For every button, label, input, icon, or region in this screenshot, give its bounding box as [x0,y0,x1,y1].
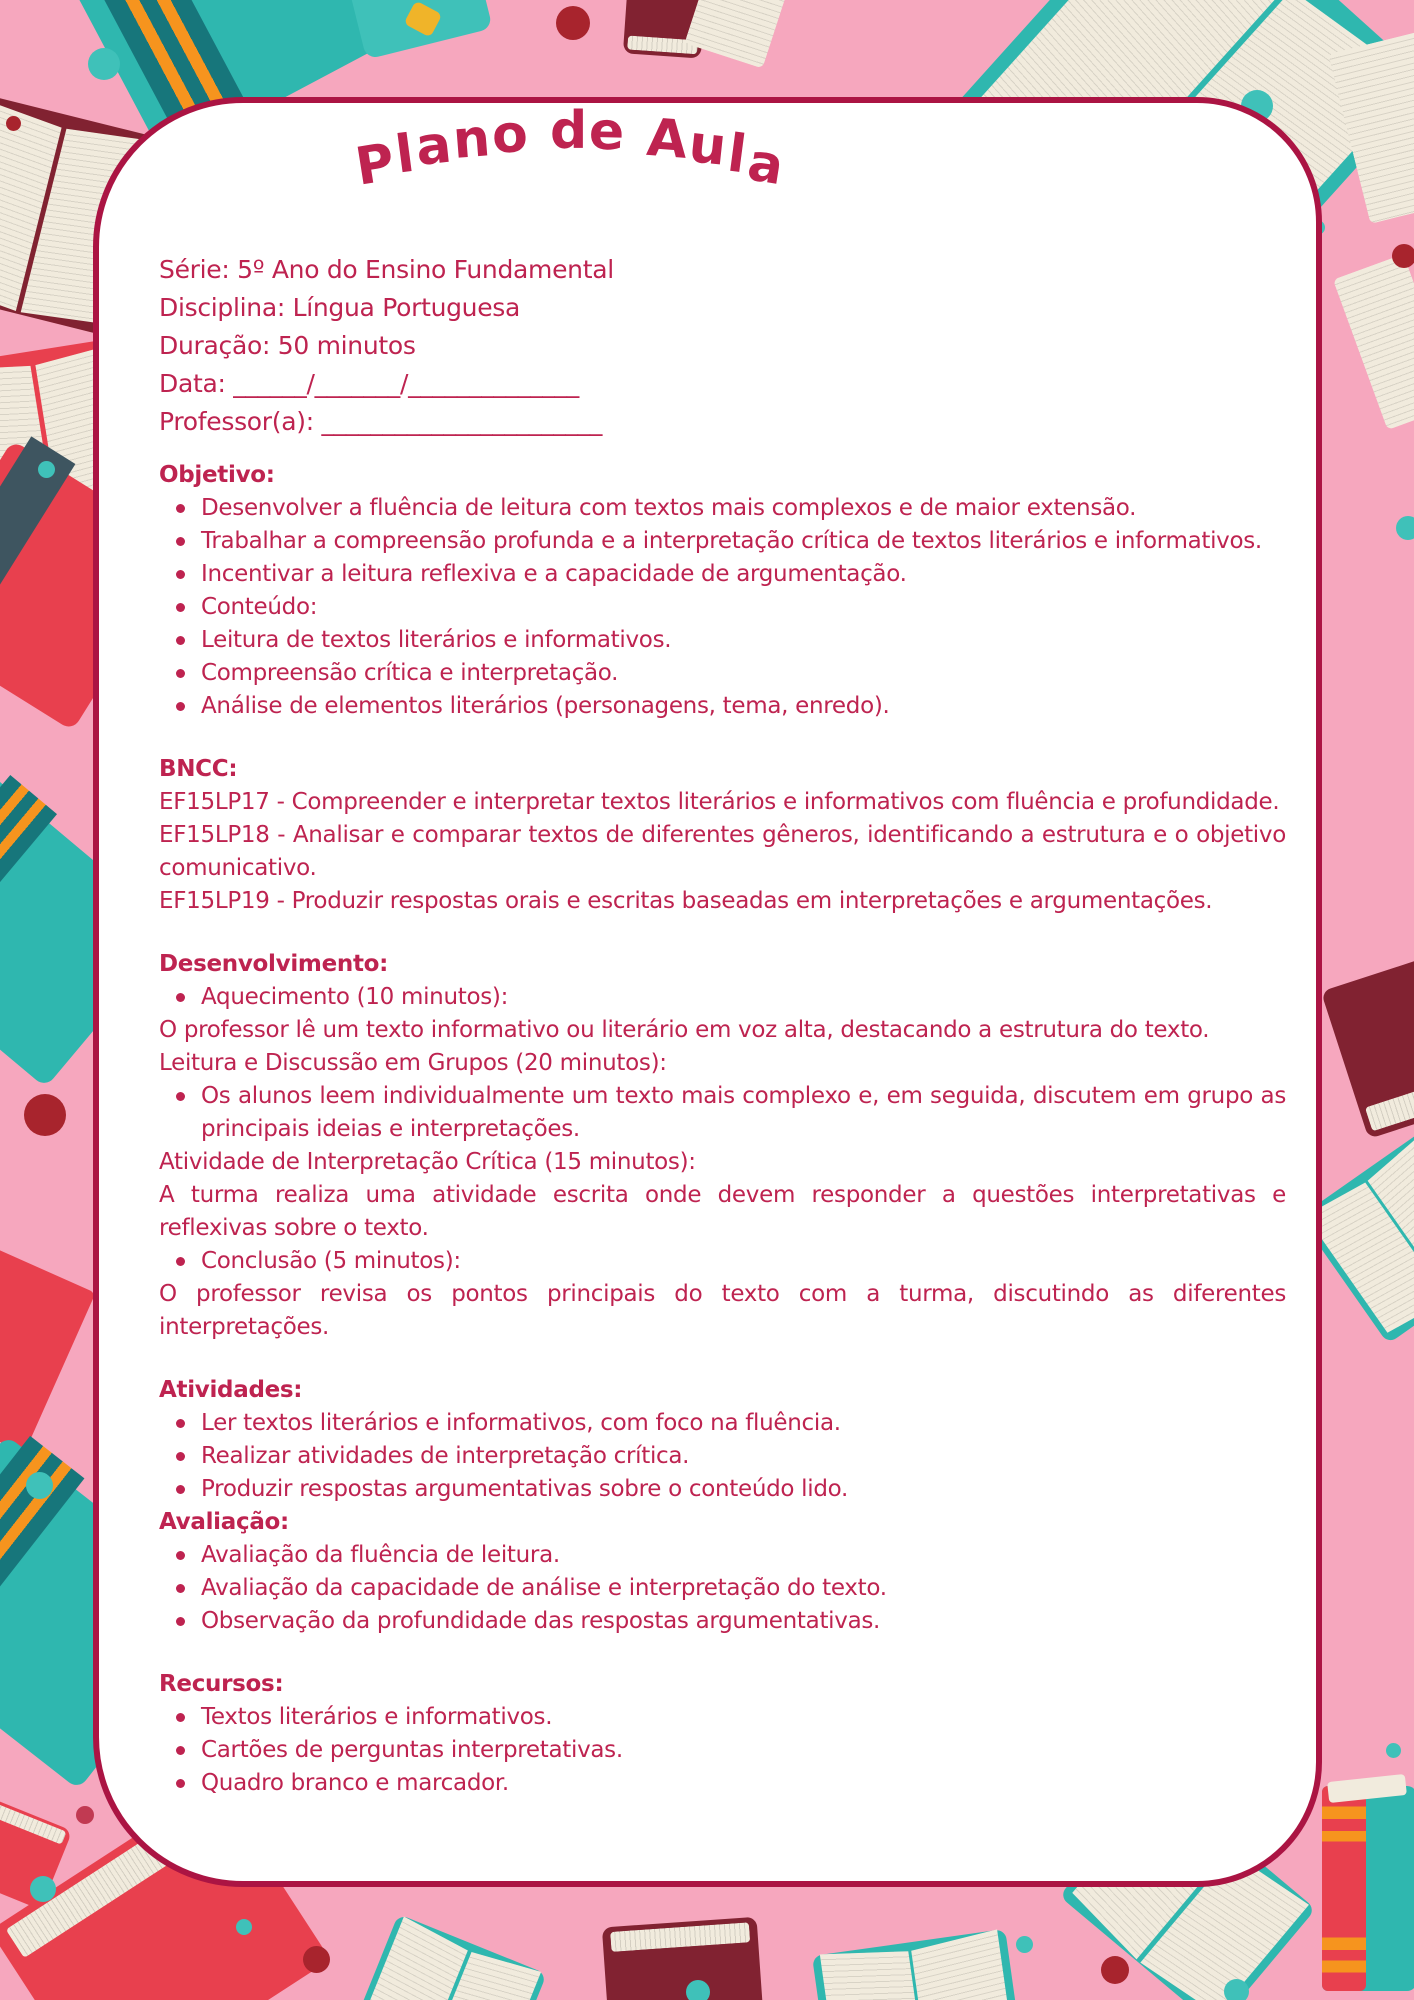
dot-decoration [556,6,590,40]
bullet-dot [176,1584,185,1593]
bullet-item [159,1572,1286,1605]
item-text: Produzir respostas argumentativas sobre o conteúdo lido. [201,1476,849,1502]
section-bncc [159,753,1286,918]
bullet-item [159,1407,1286,1440]
bullet-item [159,492,1286,525]
item-text: Conclusão (5 minutos): [201,1248,461,1274]
bullet-item [159,1701,1286,1734]
item-text: O professor lê um texto informativo ou literário em voz alta, destacando a estrutura do texto. [159,1017,1210,1043]
bullet-dot [176,669,185,678]
bullet-item [159,1440,1286,1473]
page-title-text [351,101,790,198]
section-heading: Recursos: [159,1671,284,1697]
header-info [159,251,1286,441]
item-text: Desenvolver a fluência de leitura com textos mais complexos e de maior extensão. [201,495,1137,521]
item-text: EF15LP17 - Compreender e interpretar textos literários e informativos com fluência e profundidade. [159,789,1280,815]
item-text: Atividade de Interpretação Crítica (15 minutos): [159,1149,696,1175]
bullet-dot [176,603,185,612]
item-text: Trabalhar a compreensão profunda e a interpretação crítica de textos literários e informativos. [201,528,1262,554]
duration-line: Duração: 50 minutos [159,331,416,360]
item-text: Avaliação da fluência de leitura. [201,1542,560,1568]
title-letter: d [550,101,590,161]
title-letter: l [724,123,752,186]
section-objetivo [159,459,1286,723]
bullet-item [159,981,1286,1014]
book-pages [0,1800,67,1845]
bullet-dot [176,1551,185,1560]
paragraph-item [159,1146,1286,1179]
dot-decoration [1016,1936,1033,1953]
bullet-item [159,690,1286,723]
item-text: Conteúdo: [201,594,318,620]
item-text: Incentivar a leitura reflexiva e a capacidade de argumentação. [201,561,907,587]
dot-decoration [76,1806,94,1824]
title-letter: e [588,101,628,163]
title-letter: P [351,132,401,198]
dot-decoration [24,1094,66,1136]
item-text: Cartões de perguntas interpretativas. [201,1737,623,1763]
bullet-dot [176,636,185,645]
item-text: Análise de elementos literários (personagens, tema, enredo). [201,693,890,719]
title-letter [529,102,551,163]
bullet-dot [176,1257,185,1266]
bullet-item [159,1767,1286,1800]
section-heading: Avaliação: [159,1509,289,1535]
dot-decoration [686,1980,710,2000]
bullet-item [159,657,1286,690]
book-icon [1321,956,1414,1139]
paragraph-item [159,819,1286,885]
bullet-dot [176,1779,185,1788]
bullet-item [159,1605,1286,1638]
bullet-item [159,1080,1286,1146]
item-text: O professor revisa os pontos principais do texto com a turma, discutindo as diferentes interpretações. [159,1281,1286,1340]
date-line: Data: ______/_______/______________ [159,369,579,398]
item-text: EF15LP19 - Produzir respostas orais e escritas baseadas em interpretações e argumentações. [159,888,1213,914]
lesson-plan-card [93,97,1322,1887]
book-pages [1365,1076,1414,1132]
book-spine [1322,1786,1366,1991]
open-book-pages-icon [1333,254,1414,430]
book-spine [0,775,58,990]
bullet-dot [176,1617,185,1626]
item-text: Realizar atividades de interpretação crítica. [201,1443,690,1469]
title-letter: n [450,108,495,171]
grade-line: Série: 5º Ano do Ensino Fundamental [159,255,614,284]
bullet-item [159,624,1286,657]
book-page-left [820,1951,921,2000]
item-text: Textos literários e informativos. [201,1704,553,1730]
page-title [7,101,1134,231]
bullet-dot [176,1092,185,1101]
dot-decoration [303,1946,330,1973]
title-letter: u [685,114,731,178]
item-text: Observação da profundidade das respostas argumentativas. [201,1608,881,1634]
sections [159,459,1286,1800]
bullet-dot [176,702,185,711]
item-text: A turma realiza uma atividade escrita onde devem responder a questões interpretativas e reflexivas sobre o texto. [159,1182,1286,1241]
bullet-dot [176,1713,185,1722]
item-text: Os alunos leem individualmente um texto mais complexo e, em seguida, discutem em grupo as principais ideias e interpretações. [201,1083,1286,1142]
section-heading: Desenvolvimento: [159,951,389,977]
dot-decoration [6,116,21,131]
item-text: Ler textos literários e informativos, com foco na fluência. [201,1410,841,1436]
bullet-item [159,525,1286,558]
dot-decoration [1396,516,1414,540]
dot-decoration [1224,1979,1249,2000]
section-desenvolvimento [159,948,1286,1344]
book-page-left [366,1917,468,2000]
title-letter: A [644,107,692,172]
title-letter: a [413,114,457,178]
section-heading: BNCC: [159,756,238,782]
open-book-pages-icon [684,0,789,69]
dot-decoration [38,461,55,478]
bookmark-icon [0,1246,96,1453]
dot-decoration [1101,1956,1129,1984]
item-text: Avaliação da capacidade de análise e interpretação do texto. [201,1575,887,1601]
paragraph-item [159,885,1286,918]
bullet-item [159,591,1286,624]
section-avaliacao [159,1506,1286,1638]
book-icon [1322,1786,1414,1991]
bullet-item [159,1734,1286,1767]
paragraph-item [159,1278,1286,1344]
item-text: Leitura e Discussão em Grupos (20 minutos): [159,1050,667,1076]
item-text: EF15LP18 - Analisar e comparar textos de diferentes gêneros, identificando a estrutura e o objetivo comunicativo. [159,822,1286,881]
book-pages [1327,1774,1407,1803]
open-book-icon [357,1914,547,2000]
title-letter: o [490,103,532,166]
title-letter: a [743,132,790,198]
open-book-icon [812,1929,1019,2000]
bullet-item [159,1473,1286,1506]
bullet-dot [176,537,185,546]
bullet-item [159,1539,1286,1572]
subject-line: Disciplina: Língua Portuguesa [159,293,521,322]
bullet-dot [176,1419,185,1428]
bullet-dot [176,1452,185,1461]
item-text: Aquecimento (10 minutos): [201,984,509,1010]
dot-decoration [1392,244,1414,268]
bullet-dot [176,1746,185,1755]
item-text: Compreensão crítica e interpretação. [201,660,619,686]
book-pages [610,1922,751,1952]
bullet-dot [176,1485,185,1494]
dot-decoration [236,1919,252,1935]
dot-decoration [88,48,120,80]
bullet-dot [176,570,185,579]
bullet-item [159,1245,1286,1278]
dot-decoration [30,1876,56,1902]
section-heading: Objetivo: [159,462,275,488]
section-heading: Atividades: [159,1377,303,1403]
item-text: Quadro branco e marcador. [201,1770,509,1796]
paragraph-item [159,1179,1286,1245]
paragraph-item [159,1047,1286,1080]
bullet-dot [176,504,185,513]
section-atividades [159,1374,1286,1506]
book-page-right [912,1929,1010,2000]
book-icon [602,1917,765,2000]
teacher-line: Professor(a): _______________________ [159,407,603,436]
item-text: Leitura de textos literários e informativos. [201,627,672,653]
dot-decoration [26,1472,53,1499]
bullet-item [159,558,1286,591]
title-letter: l [392,123,420,186]
paragraph-item [159,1014,1286,1047]
paragraph-item [159,786,1286,819]
dot-decoration [1386,1743,1401,1758]
section-recursos [159,1668,1286,1800]
bullet-dot [176,993,185,1002]
